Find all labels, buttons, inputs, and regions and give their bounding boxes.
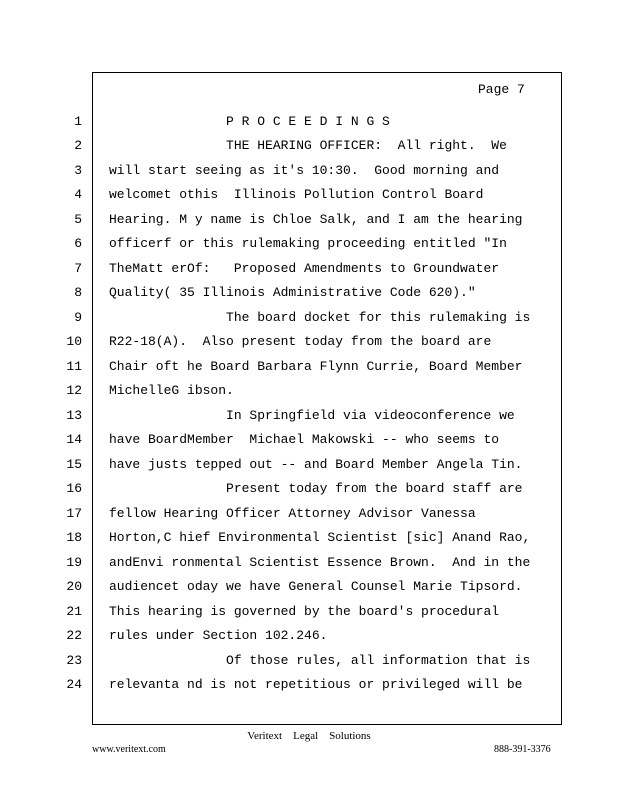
line-number: 7 [74,261,82,276]
transcript-line: officerf or this rulemaking proceeding entitled "In [109,236,507,251]
line-number: 11 [66,359,82,374]
line-number: 2 [74,138,82,153]
transcript-line: TheMatt erOf: Proposed Amendments to Groundwater [109,261,500,276]
transcript-line: relevanta nd is not repetitious or privileged will be [109,677,523,692]
line-number: 22 [66,628,82,643]
line-number: 24 [66,677,82,692]
transcript-line: The board docket for this rulemaking is [109,310,531,325]
transcript-line: P R O C E E D I N G S [109,114,390,129]
transcript-line: THE HEARING OFFICER: All right. We [109,138,507,153]
line-number: 8 [74,285,82,300]
line-number: 16 [66,481,82,496]
transcript-line: have BoardMember Michael Makowski -- who seems to [109,432,500,447]
transcript-line: R22-18(A). Also present today from the board are [109,334,492,349]
transcript-line: audiencet oday we have General Counsel Marie Tipsord. [109,579,523,594]
transcript-line: This hearing is governed by the board's procedural [109,604,500,619]
line-number: 5 [74,212,82,227]
line-number: 14 [66,432,82,447]
transcript-line: Present today from the board staff are [109,481,523,496]
page-number: Page 7 [478,82,525,97]
transcript-line: andEnvi ronmental Scientist Essence Brown. And in the [109,555,531,570]
line-number: 6 [74,236,82,251]
line-number: 9 [74,310,82,325]
line-number: 18 [66,530,82,545]
line-number: 10 [66,334,82,349]
line-number: 13 [66,408,82,423]
line-number: 15 [66,457,82,472]
footer-website: www.veritext.com [92,744,166,755]
line-number: 19 [66,555,82,570]
transcript-line: will start seeing as it's 10:30. Good morning and [109,163,500,178]
transcript-line: In Springfield via videoconference we [109,408,515,423]
footer-company-name: Veritext Legal Solutions [247,730,371,742]
line-number: 17 [66,506,82,521]
line-number: 1 [74,114,82,129]
transcript-line: Hearing. M y name is Chloe Salk, and I am the hearing [109,212,523,227]
transcript-line: welcomet othis Illinois Pollution Control Board [109,187,484,202]
transcript-line: rules under Section 102.246. [109,628,328,643]
line-number: 4 [74,187,82,202]
line-number: 12 [66,383,82,398]
transcript-line: fellow Hearing Officer Attorney Advisor Vanessa [109,506,476,521]
line-number: 3 [74,163,82,178]
transcript-line: Chair oft he Board Barbara Flynn Currie, Board Member [109,359,523,374]
transcript-line: Horton,C hief Environmental Scientist [sic] Anand Rao, [109,530,531,545]
transcript-line: Quality( 35 Illinois Administrative Code 620)." [109,285,476,300]
footer-phone-number: 888-391-3376 [494,744,551,755]
transcript-line: MichelleG ibson. [109,383,234,398]
line-number: 23 [66,653,82,668]
line-number: 20 [66,579,82,594]
transcript-line: have justs tepped out -- and Board Member Angela Tin. [109,457,523,472]
line-number: 21 [66,604,82,619]
transcript-line: Of those rules, all information that is [109,653,531,668]
